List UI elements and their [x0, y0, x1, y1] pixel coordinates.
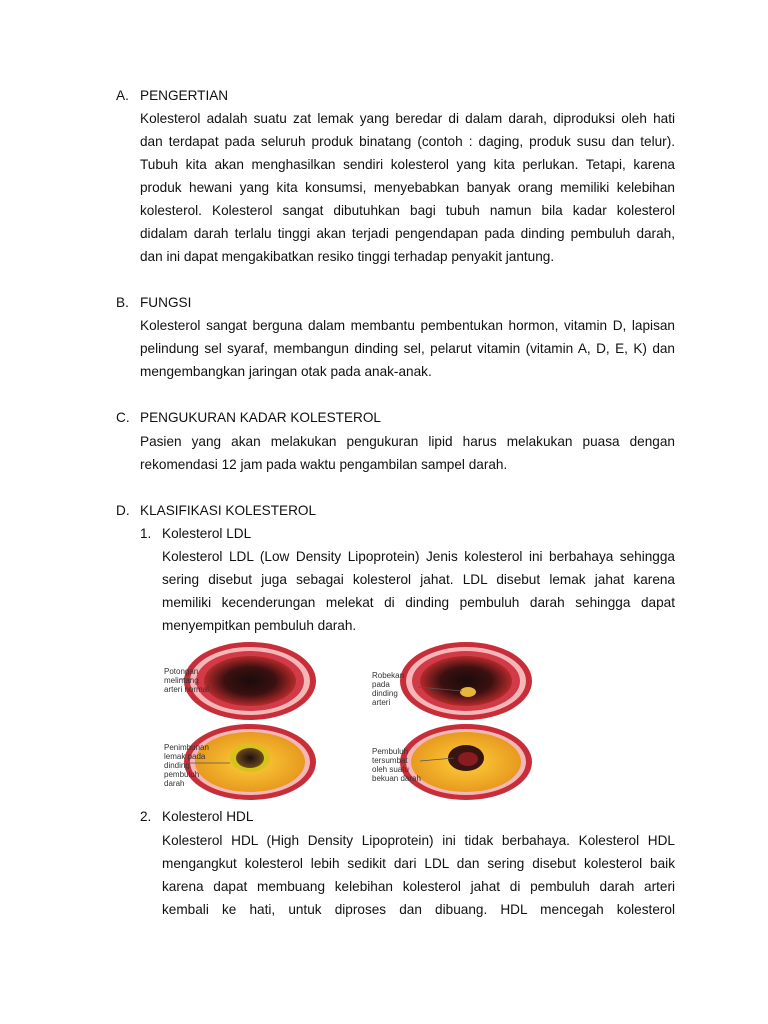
hdl-line: kembali ke hati, untuk diproses dan dibuang. HDL mencegah kolesterol [162, 902, 675, 917]
ldl-line: Kolesterol LDL (Low Density Lipoprotein) Jenis kolesterol ini berbahaya sehingga [162, 549, 675, 564]
section-b-heading: FUNGSI [140, 295, 192, 310]
section-c-line: rekomendasi 12 jam pada waktu pengambilan sampel darah. [140, 457, 508, 472]
section-a-line: didalam darah terlalu tinggi akan terjadi pengendapan pada dinding pembuluh darah, [140, 226, 675, 241]
artery-illustration [160, 641, 536, 801]
section-d-heading: KLASIFIKASI KOLESTEROL [140, 503, 317, 518]
hdl-line: karena dapat membuang kelebihan kolesterol jahat di pembuluh darah arteri [162, 879, 675, 894]
section-b-line: mengembangkan jaringan otak pada anak-anak. [140, 364, 432, 379]
label-fatty-deposit: Penimbunan lemak pada dinding pembuluh darah [164, 743, 209, 788]
section-a-line: dan terdapat pada seluruh produk binatang (contoh : daging, produk susu dan telur). [140, 134, 675, 149]
section-c-heading: PENGUKURAN KADAR KOLESTEROL [140, 410, 381, 425]
artery-cross-section-figure [160, 641, 536, 801]
section-c-line: Pasien yang akan melakukan pengukuran lipid harus melakukan puasa dengan [140, 434, 675, 449]
label-clot: Pembuluh tersumbat oleh suatu bekuan darah [372, 747, 421, 783]
hdl-title: Kolesterol HDL [162, 809, 254, 824]
ldl-line: menyempitkan pembuluh darah. [162, 618, 357, 633]
ldl-line: memiliki kecenderungan melekat di dinding pembuluh darah sehingga dapat [162, 595, 675, 610]
hdl-number: 2. [140, 809, 152, 824]
section-b-line: Kolesterol sangat berguna dalam membantu pembentukan hormon, vitamin D, lapisan [140, 318, 675, 333]
section-a-line: dan ini dapat mengakibatkan resiko tinggi terhadap penyakit jantung. [140, 249, 555, 264]
section-b-letter: B. [116, 295, 129, 310]
torn-artery [400, 642, 532, 720]
label-torn-artery: Robekan pada dinding arteri [372, 671, 405, 707]
section-c-letter: C. [116, 410, 130, 425]
section-a-line: Tubuh kita akan menghasilkan sendiri kolesterol yang kita perlukan. Tetapi, karena [140, 157, 675, 172]
section-b-line: pelindung sel syaraf, membangun dinding sel, pelarut vitamin (vitamin A, D, E, K) dan [140, 341, 675, 356]
section-a-heading: PENGERTIAN [140, 88, 229, 103]
section-d-letter: D. [116, 503, 130, 518]
hdl-line: Kolesterol HDL (High Density Lipoprotein) ini tidak berbahaya. Kolesterol HDL [162, 833, 675, 848]
ldl-number: 1. [140, 526, 152, 541]
ldl-title: Kolesterol LDL [162, 526, 252, 541]
section-a-letter: A. [116, 88, 129, 103]
label-normal-artery: Potongan melintang arteri normal [164, 667, 209, 694]
hdl-line: mengangkut kolesterol lebih sedikit dari LDL dan sering disebut kolesterol baik [162, 856, 675, 871]
section-a-line: kolesterol. Kolesterol sangat dibutuhkan bagi tubuh namun bila kadar kolesterol [140, 203, 675, 218]
section-a-line: produk hewani yang kita konsumsi, menyebabkan banyak orang memiliki kelebihan [140, 180, 675, 195]
ldl-line: sering disebut juga sebagai kolesterol jahat. LDL disebut lemak jahat karena [162, 572, 675, 587]
section-a-line: Kolesterol adalah suatu zat lemak yang beredar di dalam darah, diproduksi oleh hati [140, 111, 675, 126]
